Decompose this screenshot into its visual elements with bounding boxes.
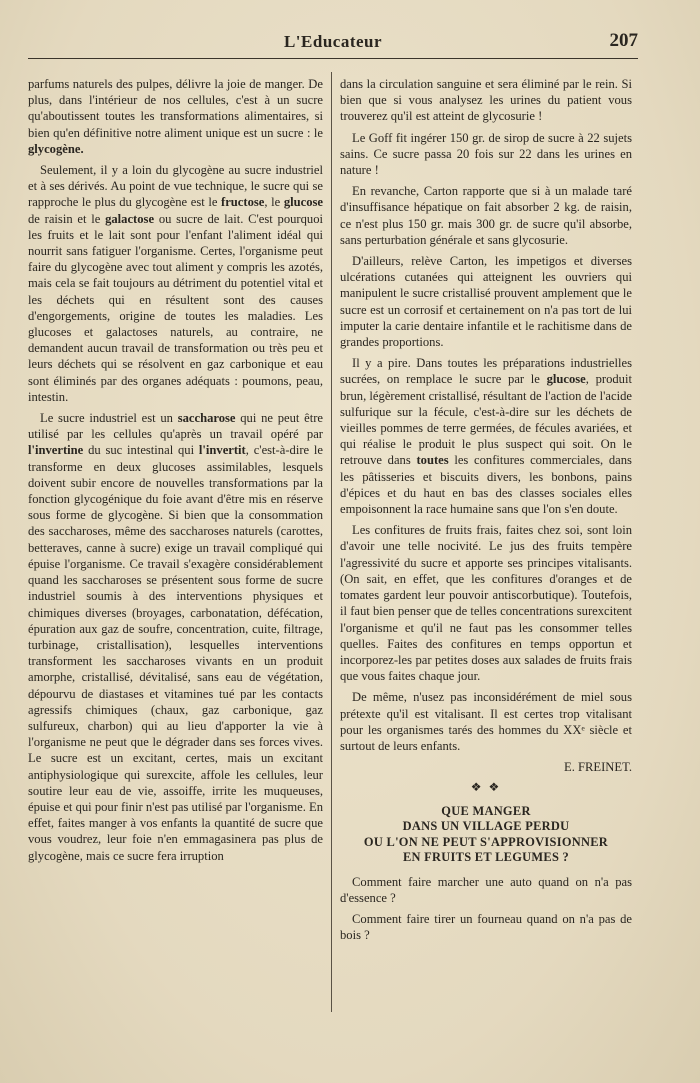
paragraph: Le sucre industriel est un saccharose qui ne peut être utilisé par les cellules qu'après un travail opéré par l'invertine du suc intestinal qui l'invertit, c'est-à-dire le transforme en deux glucoses assimilables, lesquels doivent subir encore de nouvelles transformations par la fonction glycogénique du foie avant d'être mis en réserve sous forme de glycogène. Si bien que la consommation des saccharoses, même des saccharoses naturels (carottes, betteraves, canne à sucre) exige un travail compliqué qui épuise l'organisme. Ce travail s'exagère considérablement quand les saccharoses se présentent sous forme de sucre industriel soumis à des interventions physiques et chimiques diverses (broyages, carbonatation, défécation, épuration aux gaz de soufre, concentration, cuite, filtrage, turbinage, cristallisation), lesquelles interventions transforment les saccharoses vivants en un produit amorphe, cristallisé, dévitalisé, sans eau de végétation, dépourvu de diastases et vitamines tué par les contacts agressifs chimiques (chaux, gaz carbonique, gaz sulfureux, charbon) qui au lieu d'apporter la vie à l'organisme ne peut que le dégrader dans ses forces vives. Le sucre est un excitant, certes, mais un excitant antiphysiologique qui surexcite, affole les cellules, leur soutire leur eau de vie, assoiffe, irrite les muqueuses, épuise et qui pour finir n'est pas utilisé par l'organisme. En effet, faites manger à vos enfants la quantité de sucre que vous voudrez, leur foie n'en emmagasinera pas plus de glycogène, mais ce sucre fera irruption	[28, 411, 323, 863]
paragraph: Comment faire tirer un fourneau quand on n'a pas de bois ?	[340, 911, 632, 943]
paragraph: Il y a pire. Dans toutes les préparations industrielles sucrées, on remplace le sucre par le glucose, produit brun, légèrement cristallisé, résultant de l'action de l'acide sulfurique sur la fécule, c'est-à-dire sur les déchets de vieilles pommes de terre germées, de fécules avariées, et qui réalise le produit le plus suspect qui soit. On le retrouve dans toutes les confitures commerciales, dans les pâtisseries et biscuits divers, les bonbons, pains d'épices et du haut en bas des classes sociales elles empoisonnent la race humaine sans que l'on s'en doute.	[340, 356, 632, 517]
heading-line: OU L'ON NE PEUT S'APPROVISIONNER	[363, 834, 609, 849]
running-header	[28, 30, 638, 59]
paragraph: Seulement, il y a loin du glycogène au sucre industriel et à ses dérivés. Au point de vue technique, le sucre qui se rapproche le plus du glycogène est le fructose, le glucose de raisin et le galactose ou sucre de lait. C'est pourquoi les fruits et le lait sont pour l'enfant l'aliment idéal qui nourrit sans fatiguer l'organisme. Certes, l'organisme peut faire du glycogène avec tout aliment y compris les azotés, mais cela se fait toujours au détriment du potentiel vital et les déchets qui en résultent sont des causes d'engorgements, origine de toutes les maladies. Les glucoses et galactoses naturels, au contraire, ne demandent aucun travail de transformation ou très peu et leurs déchets qui se résolvent en gaz carbonique et eau sont éliminés par des organes adéquats : poumons, peau, intestin.	[28, 163, 323, 404]
paragraph: De même, n'usez pas inconsidérément de miel sous prétexte qu'il est vitalisant. Il est certes trop vitalisant pour les organismes tarés des hommes du XXᵉ siècle et surtout de leurs enfants.	[340, 690, 632, 753]
paragraph: Les confitures de fruits frais, faites chez soi, sont loin d'avoir une telle nocivité. Le jus des fruits tempère l'agressivité du sucre et apporte ses principes vitalisants. (On sait, en effet, que les confitures d'oranges et de tomates gardent leur pouvoir antiscorbutique). Toutefois, il faut bien penser que de telles concentrations surexcitent l'organisme et qu'il ne faut pas les consommer telles quelles. Faites des confitures en temps opportun et incorporez-les par petites doses aux salades de fruits frais que vous faites chaque jour.	[340, 523, 632, 684]
author-signature: E. FREINET.	[564, 760, 632, 775]
heading-line: EN FRUITS ET LEGUMES ?	[402, 850, 570, 865]
column-divider	[331, 72, 332, 1012]
heading-line: QUE MANGER	[441, 803, 531, 818]
right-column	[340, 76, 632, 948]
paragraph: D'ailleurs, relève Carton, les impetigos et diverses ulcérations cutanées qui atteignent les ouvriers qui manipulent le sucre cristallisé prouvent amplement que le sucre est un corrosif et certainement on n'a pas tort de lui imputer la carie dentaire infantile et le rachitisme dans de grandes proportions.	[340, 254, 632, 350]
section-heading	[340, 804, 632, 866]
paragraph: Le Goff fit ingérer 150 gr. de sirop de sucre à 22 sujets sains. Ce sucre passa 20 fois sur 22 dans les urines en nature !	[340, 130, 632, 178]
journal-title: L'Educateur	[283, 32, 383, 51]
paragraph: parfums naturels des pulpes, délivre la joie de manger. De plus, dans l'intérieur de nos cellules, c'est à un sucre qu'aboutissent toutes les transformations alimentaires, si bien qu'en définitive notre aliment unique est un sucre : le glycogène.	[28, 77, 323, 156]
left-column	[28, 76, 323, 869]
paragraph: dans la circulation sanguine et sera éliminé par le rein. Si bien que si vous analysez les urines du patient vous trouverez qu'il est atteint de glycosurie !	[340, 77, 632, 124]
heading-line: DANS UN VILLAGE PERDU	[402, 819, 570, 834]
page-number: 207	[609, 30, 638, 51]
paragraph: Comment faire marcher une auto quand on n'a pas d'essence ?	[340, 874, 632, 905]
paragraph: En revanche, Carton rapporte que si à un malade taré d'insuffisance hépatique on fait absorber 2 kg. de raisin, ce n'est plus 150 gr. mais 300 gr. de sucre qu'il absorbe, sans perturbation générale et sans glycosurie.	[340, 184, 632, 247]
section-ornament: ❖ ❖	[470, 780, 502, 795]
